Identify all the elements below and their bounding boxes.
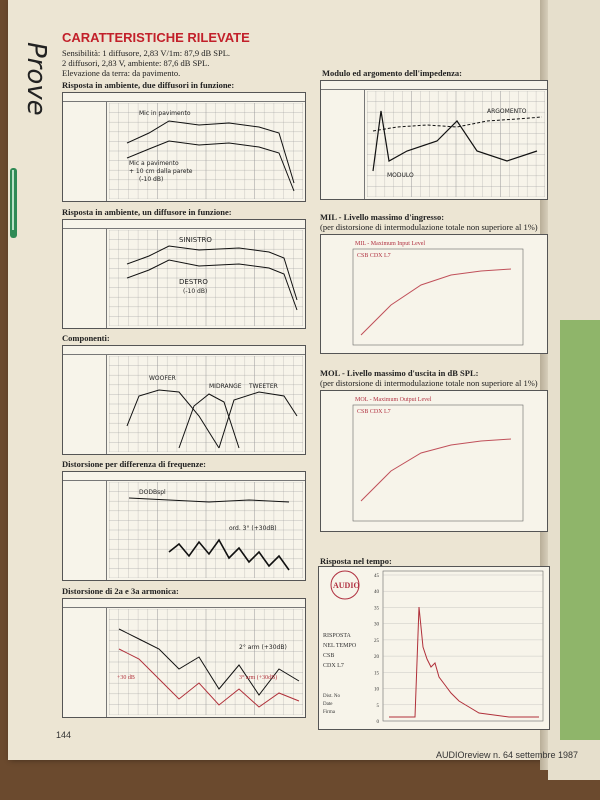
chart-mol [320,390,548,532]
tempo-line-4: CDX L7 [323,663,344,669]
tempo-line-3: CSB [323,653,335,659]
label-mil-sub [320,222,538,232]
spec-line-2: 2 diffusori, 2,83 V, ambiente: 87,6 dB SPL. [62,58,210,68]
annot-c3-c: TWEETER [249,383,278,390]
mil-model: CSB CDX L7 [357,253,391,259]
spec-line-3: Elevazione da terra: da pavimento. [62,68,181,78]
tempo-y-tick: 15 [374,671,379,677]
label-mol: MOL - Livello massimo d'uscita in dB SPL: [320,368,479,378]
mil-head: MIL - Maximum Input Level [355,241,426,247]
tempo-line-1: RISPOSTA [323,633,351,639]
chart-distorsione-freq [62,471,306,581]
tempo-y-tick: 5 [376,703,379,709]
annot-imp-b: MODULO [387,172,414,179]
tempo-y-tick: 40 [374,590,379,596]
prove-text: Prove [21,42,51,116]
tempo-extra-1: Dist. No [323,694,340,699]
annot-c3-a: WOOFER [149,375,176,382]
label-distorsione-freq: Distorsione per differenza di frequenze: [62,459,207,469]
annot-c4-a: DODBspl [139,489,166,496]
chart-distorsione-arm [62,598,306,718]
mol-model: CSB CDX L7 [357,409,391,415]
chart-distorsione-arm-plot [109,609,303,715]
chart-risposta-due-plot [109,103,303,199]
magazine-footer: AUDIOreview n. 64 settembre 1987 [436,750,579,760]
label-modulo: Modulo ed argomento dell'impedenza: [322,68,463,78]
tempo-y-tick: 0 [376,720,379,725]
tempo-y-tick: 45 [374,574,379,579]
chart-tempo [318,566,550,730]
tempo-y-tick: 20 [374,655,379,661]
label-mol-sub-text: (per distorsione di intermodulazione totale non superiore al 1%) [320,378,538,388]
label-distorsione-arm: Distorsione di 2a e 3a armonica: [62,586,179,596]
chart-impedenza-plot [367,91,545,197]
annot-c1-b: Mic a pavimento [129,160,179,167]
annot-c4-b: ord. 3° (+30dB) [229,525,277,532]
annot-c1-a: Mic in pavimento [139,110,191,117]
tempo-extra-2: Date [323,702,333,707]
label-mil: MIL - Livello massimo d'ingresso: [320,212,445,222]
annot-c2-c: (-10 dB) [183,288,208,295]
chart-risposta-uno [62,219,306,329]
annot-c5-b: 3° arm (+30dB) [239,675,278,681]
page-number: 144 [56,730,72,740]
tempo-extra-3: Firma [323,710,335,715]
chart-mil-plot [321,235,547,353]
annot-c2-b: DESTRO [179,278,208,286]
label-risposta-uno: Risposta in ambiente, un diffusore in funzione: [62,207,232,217]
chart-mil [320,234,548,354]
tempo-y-tick: 35 [374,606,379,612]
annot-c1-c: + 10 cm dalla parete [129,168,193,175]
annot-c1-d: (-10 dB) [139,176,164,183]
annot-c5-c: +30 dB [117,675,135,681]
annot-imp-a: ARGOMENTO [487,108,527,115]
chart-risposta-uno-plot [109,230,303,326]
label-mol-sub [320,378,538,388]
tempo-logo-text: AUDIO [333,581,360,590]
annot-c3-b: MIDRANGE [209,383,242,390]
chart-componenti [62,345,306,455]
chart-mol-plot [321,391,547,531]
chart-tempo-plot [319,567,549,729]
tempo-line-2: NEL TEMPO [323,643,357,649]
chart-impedenza [320,80,548,200]
label-componenti: Componenti: [62,333,110,343]
tempo-y-tick: 10 [374,687,379,693]
annot-c5-a: 2° arm (+30dB) [239,644,287,651]
page-title: CARATTERISTICHE RILEVATE [62,30,250,45]
prove-handwritten-tag [14,36,54,166]
facing-page-green-box [560,320,600,740]
tempo-y-tick: 30 [374,622,379,628]
chart-componenti-plot [109,356,303,452]
label-tempo: Risposta nel tempo: [320,556,392,566]
pen-clip [4,168,24,238]
chart-risposta-due [62,92,306,202]
spec-line-1: Sensibilità: 1 diffusore, 2,83 V/1m: 87,9 dB SPL. [62,48,231,58]
chart-distorsione-freq-plot [109,482,303,578]
mol-head: MOL - Maximum Output Level [355,397,432,403]
annot-c2-a: SINISTRO [179,236,212,244]
label-mil-sub-text: (per distorsione di intermodulazione totale non superiore al 1%) [320,222,538,232]
label-risposta-due: Risposta in ambiente, due diffusori in funzione: [62,80,235,90]
tempo-y-tick: 25 [374,638,379,644]
tempo-y-axis [374,574,543,725]
